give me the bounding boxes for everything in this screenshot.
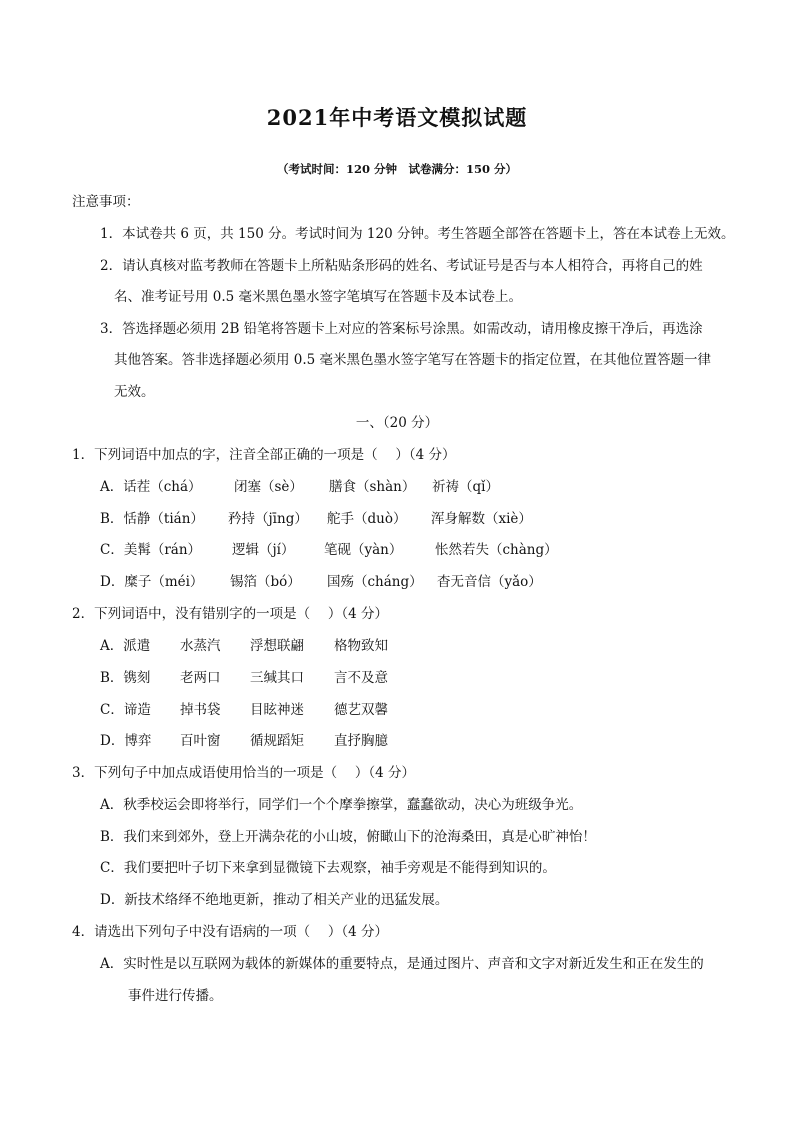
question-2-stem: 2．下列词语中，没有错别字的一项是（ ）（4 分）	[72, 606, 389, 622]
option-word: A．派遣	[100, 638, 151, 654]
option-word: 浮想联翩	[250, 638, 304, 654]
option-word: C．谛造	[100, 702, 151, 718]
note-3-line-1: 3．答选择题必须用 2B 铅笔将答题卡上对应的答案标号涂黑。如需改动，请用橡皮擦干净后，再选涂	[100, 321, 703, 337]
note-1: 1．本试卷共 6 页，共 150 分。考试时间为 120 分钟。考生答题全部答在答题卡上，答在本试卷上无效。	[100, 226, 735, 242]
question-3-option-d: D．新技术络绎不绝地更新，推动了相关产业的迅猛发展。	[100, 892, 449, 908]
option-word: 祈祷（qǐ）	[432, 479, 499, 495]
note-3-line-3: 无效。	[114, 384, 155, 400]
option-word: 水蒸汽	[180, 638, 221, 654]
option-word: 笔砚（yàn）	[324, 542, 403, 558]
option-word: 格物致知	[334, 638, 388, 654]
page-title: 2021年中考语文模拟试题	[266, 105, 528, 130]
option-word: 浑身解数（xiè）	[431, 511, 532, 527]
option-word: D．博弈	[100, 733, 152, 749]
option-word: 百叶窗	[180, 733, 221, 749]
question-4-stem: 4．请选出下列句子中没有语病的一项（ ）（4 分）	[72, 924, 389, 940]
option-word: 循规蹈矩	[250, 733, 304, 749]
note-3-line-2: 其他答案。答非选择题必须用 0.5 毫米黑色墨水签字笔写在答题卡的指定位置，在其他位置答题一律	[114, 352, 712, 368]
section-heading: 一、（20 分）	[355, 415, 439, 431]
option-word: 怅然若失（chàng）	[435, 542, 558, 558]
question-3-option-a: A．秋季校运会即将举行，同学们一个个摩拳擦掌，蠢蠢欲动，决心为班级争光。	[100, 797, 583, 813]
option-word: 舵手（duò）	[327, 511, 407, 527]
question-3-stem: 3．下列句子中加点成语使用恰当的一项是（ ）（4 分）	[72, 765, 416, 781]
option-word: 目眩神迷	[250, 702, 304, 718]
option-word: 锡箔（bó）	[230, 574, 301, 590]
option-word: B．镌刻	[100, 670, 151, 686]
notes-heading: 注意事项：	[72, 194, 140, 210]
option-word: 德艺双馨	[334, 702, 388, 718]
question-1-stem: 1．下列词语中加点的字，注音全部正确的一项是（ ）（4 分）	[72, 447, 456, 463]
option-word: 膳食（shàn）	[329, 479, 416, 495]
option-word: C．美髯（rán）	[100, 542, 202, 558]
option-word: 矜持（jīng）	[228, 511, 308, 527]
note-2-line-1: 2．请认真核对监考教师在答题卡上所粘贴条形码的姓名、考试证号是否与本人相符合，再将自己的姓	[100, 258, 703, 274]
option-word: D．糜子（méi）	[100, 574, 204, 590]
option-word: 杳无音信（yǎo）	[437, 574, 542, 590]
option-word: A．话茬（chá）	[100, 479, 202, 495]
option-word: 闭塞（sè）	[234, 479, 303, 495]
option-word: 三缄其口	[250, 670, 304, 686]
option-word: 逻辑（jí）	[232, 542, 295, 558]
question-3-option-b: B．我们来到郊外，登上开满杂花的小山坡，俯瞰山下的沧海桑田，真是心旷神怡！	[100, 829, 596, 845]
exam-info: （考试时间：120 分钟 试卷满分：150 分）	[276, 162, 517, 176]
question-3-option-c: C．我们要把叶子切下来拿到显微镜下去观察，袖手旁观是不能得到知识的。	[100, 860, 556, 876]
option-word: 老两口	[180, 670, 221, 686]
note-2-line-2: 名、准考证号用 0.5 毫米黑色墨水签字笔填写在答题卡及本试卷上。	[114, 289, 523, 305]
option-word: B．恬静（tián）	[100, 511, 204, 527]
question-4-option-a-line-2: 事件进行传播。	[128, 988, 223, 1004]
option-word: 国殇（cháng）	[327, 574, 423, 590]
option-word: 言不及意	[334, 670, 388, 686]
question-4-option-a-line-1: A．实时性是以互联网为载体的新媒体的重要特点，是通过图片、声音和文字对新近发生和正在发生的	[100, 956, 704, 972]
option-word: 掉书袋	[180, 702, 221, 718]
option-word: 直抒胸臆	[334, 733, 388, 749]
